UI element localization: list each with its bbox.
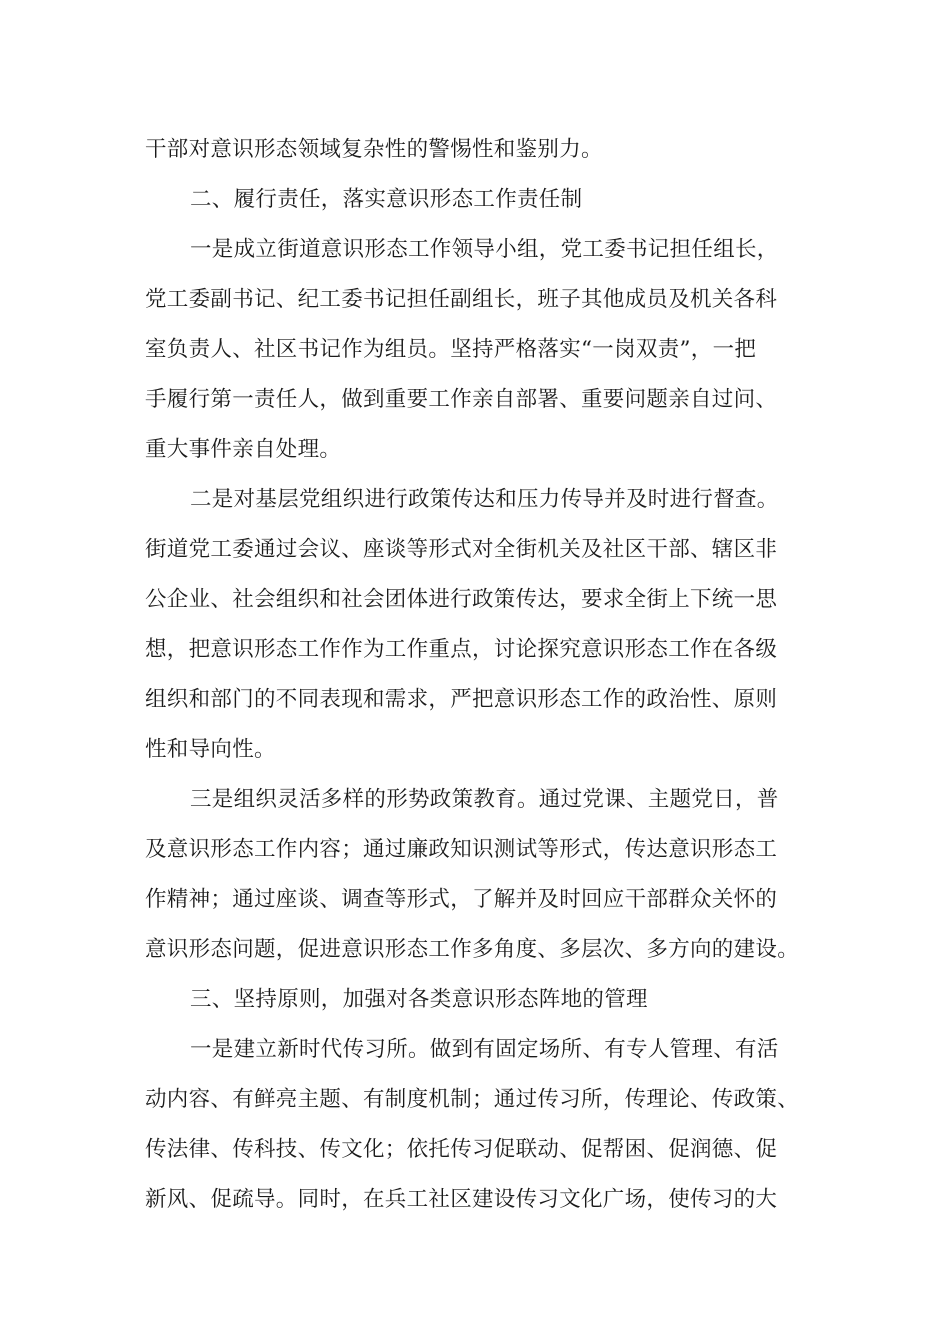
text-line: 二是对基层党组织进行政策传达和压力传导并及时进行督查。 xyxy=(190,487,779,512)
text-line: 党工委副书记、纪工委书记担任副组长，班子其他成员及机关各科 xyxy=(145,287,778,312)
text-line: 一是建立新时代传习所。做到有固定场所、有专人管理、有活 xyxy=(190,1037,779,1062)
text-line: 三是组织灵活多样的形势政策教育。通过党课、主题党日，普 xyxy=(190,787,779,812)
text-line: 二、履行责任，落实意识形态工作责任制 xyxy=(190,187,583,212)
text-line: 手履行第一责任人，做到重要工作亲自部署、重要问题亲自过问、 xyxy=(145,387,778,412)
text-line: 公企业、社会组织和社会团体进行政策传达，要求全街上下统一思 xyxy=(145,587,778,612)
text-line: 动内容、有鲜亮主题、有制度机制；通过传习所，传理论、传政策、 xyxy=(145,1087,800,1112)
text-line: 一是成立街道意识形态工作领导小组，党工委书记担任组长， xyxy=(190,237,779,262)
text-line: 想，把意识形态工作作为工作重点，讨论探究意识形态工作在各级 xyxy=(145,637,778,662)
text-line: 街道党工委通过会议、座谈等形式对全街机关及社区干部、辖区非 xyxy=(145,537,778,562)
text-line: 新风、促疏导。同时，在兵工社区建设传习文化广场，使传习的大 xyxy=(145,1187,778,1212)
text-line: 室负责人、社区书记作为组员。坚持严格落实“一岗双责”，一把 xyxy=(145,337,757,362)
text-line: 及意识形态工作内容；通过廉政知识测试等形式，传达意识形态工 xyxy=(145,837,778,862)
text-line: 干部对意识形态领域复杂性的警惕性和鉴别力。 xyxy=(145,137,603,162)
text-line: 性和导向性。 xyxy=(145,737,276,762)
text-line: 组织和部门的不同表现和需求，严把意识形态工作的政治性、原则 xyxy=(145,687,778,712)
text-line: 三、坚持原则，加强对各类意识形态阵地的管理 xyxy=(190,987,648,1012)
text-line: 意识形态问题，促进意识形态工作多角度、多层次、多方向的建设。 xyxy=(145,937,800,962)
document-body xyxy=(145,125,825,1225)
text-line: 作精神；通过座谈、调查等形式，了解并及时回应干部群众关怀的 xyxy=(145,887,778,912)
text-line: 重大事件亲自处理。 xyxy=(145,437,342,462)
text-line: 传法律、传科技、传文化；依托传习促联动、促帮困、促润德、促 xyxy=(145,1137,778,1162)
